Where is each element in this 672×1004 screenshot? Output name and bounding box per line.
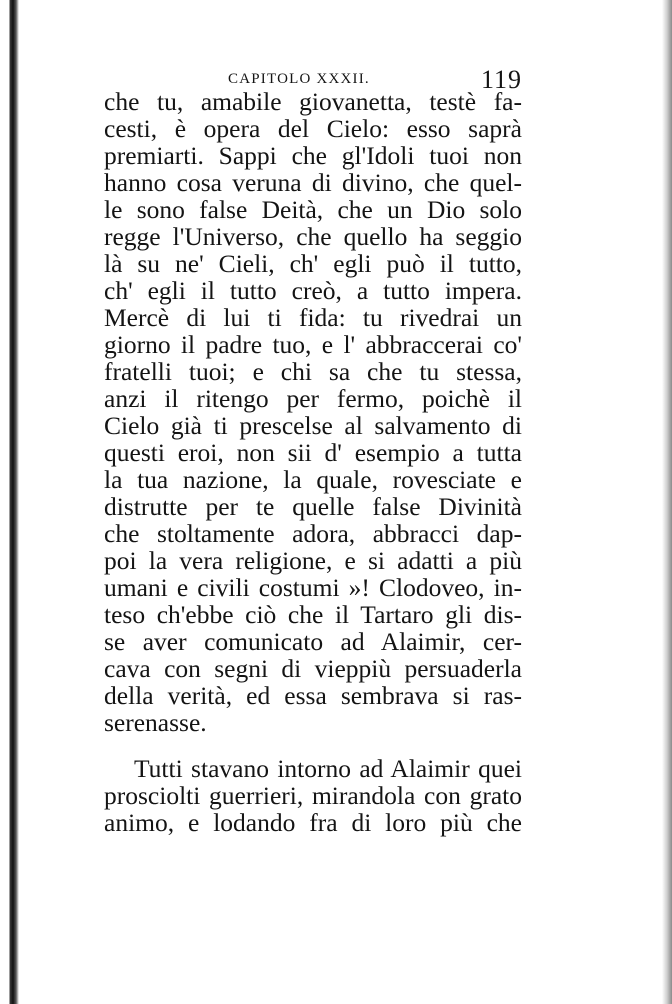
page-number: 119 [480,65,522,94]
chapter-title: CAPITOLO XXXII. [228,71,370,87]
text-line: che tu, amabile giovanetta, testè fa- [104,87,522,116]
page-right-edge [662,0,672,1004]
text-line: ch' egli il tutto creò, a tutto impera. [104,276,522,305]
text-line: distrutte per te quelle false Divinità [104,492,522,521]
bleed-through-shadow [240,700,540,724]
text-line: della verità, ed essa sembrava si ras- [104,681,522,710]
paragraph-2 [104,755,522,836]
text-line: che stoltamente adora, abbracci dap- [104,519,522,548]
text-line: teso ch'ebbe ciò che il Tartaro gli dis- [104,600,522,629]
text-line: là su ne' Cieli, ch' egli può il tutto, [104,249,522,278]
page-binding-edge [0,0,20,1004]
paragraph-gap [104,736,522,755]
text-line: Cielo già ti prescelse al salvamento di [104,411,522,440]
text-line: Tutti stavano intorno ad Alaimir quei [134,754,522,783]
text-line: Mercè di lui ti fida: tu rivedrai un [104,303,522,332]
paragraph-1 [104,88,522,736]
text-line: la tua nazione, la quale, rovesciate e [104,465,522,494]
text-line: serenasse. [104,708,207,737]
text-line: le sono false Deità, che un Dio solo [104,195,522,224]
text-line: regge l'Universo, che quello ha seggio [104,222,522,251]
text-line: giorno il padre tuo, e l' abbraccerai co' [104,330,522,359]
text-line: cava con segni di vieppiù persuaderla [104,654,522,683]
text-line: anzi il ritengo per fermo, poichè il [104,384,522,413]
text-line: animo, e lodando fra di loro più che [104,808,522,837]
text-line: premiarti. Sappi che gl'Idoli tuoi non [104,141,522,170]
text-line: hanno cosa veruna di divino, che quel- [104,168,522,197]
text-line: prosciolti guerrieri, mirandola con grato [104,781,522,810]
text-line: poi la vera religione, e si adatti a più [104,546,522,575]
text-line: fratelli tuoi; e chi sa che tu stessa, [104,357,522,386]
text-line: umani e civili costumi »! Clodoveo, in- [104,573,522,602]
text-line: se aver comunicato ad Alaimir, cer- [104,627,522,656]
text-line: cesti, è opera del Cielo: esso saprà [104,114,522,143]
text-line: questi eroi, non sii d' esempio a tutta [104,438,522,467]
